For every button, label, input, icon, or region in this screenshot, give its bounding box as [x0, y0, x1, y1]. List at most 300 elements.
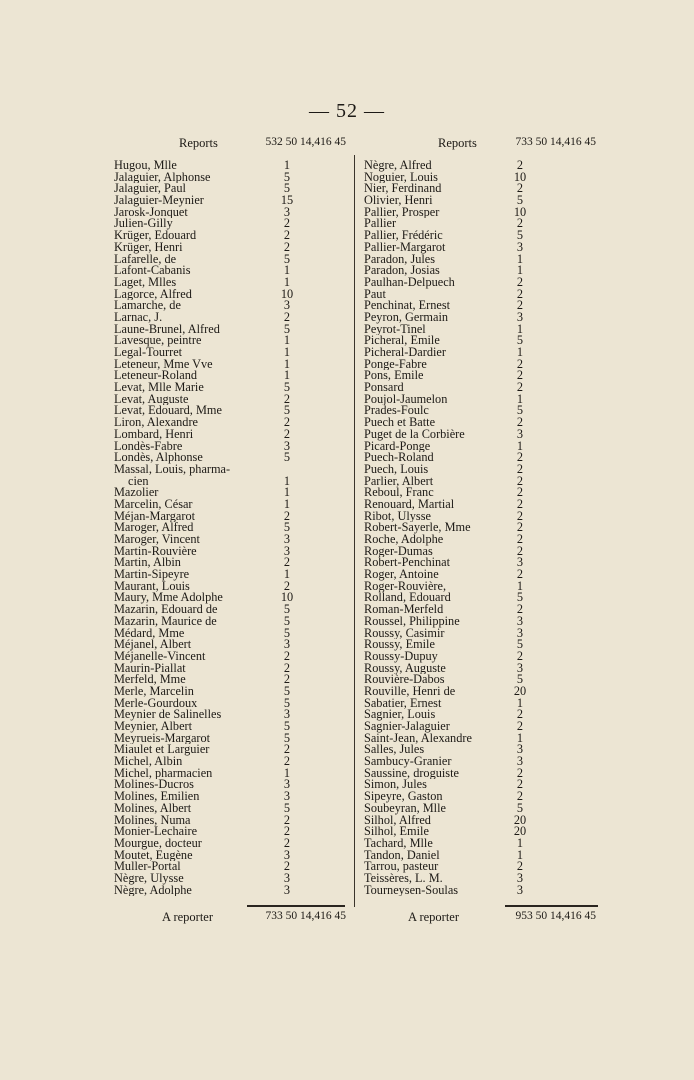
list-item [114, 464, 346, 476]
subscriber-name: Lavesque, peintre [114, 335, 202, 347]
subscriber-amount: 2 [283, 578, 291, 593]
subscriber-amount: 1 [283, 274, 291, 289]
subscriber-name: Ponsard [364, 382, 404, 394]
subscriber-amount: 2 [516, 450, 524, 465]
subscriber-amount: 2 [516, 707, 524, 722]
subscriber-name: Martin-Sipeyre [114, 569, 190, 581]
list-item [114, 730, 346, 745]
subscriber-name: Merle, Marcelin [114, 685, 194, 698]
list-item [364, 695, 596, 710]
subscriber-amount: 3 [283, 789, 291, 804]
subscriber-amount: 5 [283, 450, 291, 465]
subscriber-amount: 3 [283, 204, 291, 219]
subscriber-amount: 2 [283, 859, 291, 874]
subscriber-name: Liron, Alexandre [114, 417, 199, 429]
subscriber-name: Martin, Albin [114, 557, 181, 570]
subscriber-name: Renouard, Martial [364, 498, 455, 511]
list-item [114, 508, 346, 523]
subscriber-amount: 10 [280, 590, 294, 605]
subscriber-name: Noguier, Louis [364, 171, 438, 184]
subscriber-amount: 5 [283, 800, 291, 815]
right-total-rule [505, 905, 598, 907]
subscriber-name: Massal, Louis, pharma- [114, 463, 231, 476]
subscriber-amount: 1 [516, 695, 524, 710]
subscriber-name: Ribot, Ulysse [364, 510, 431, 523]
subscriber-name: Krüger, Henri [114, 241, 183, 254]
subscriber-name: Meynier, Albert [114, 721, 193, 733]
subscriber-amount: 5 [516, 637, 524, 652]
subscriber-amount: 2 [283, 672, 291, 687]
list-item [114, 496, 346, 511]
subscriber-name: Reboul, Franc [364, 487, 434, 499]
right-subscriber-list [364, 160, 596, 896]
subscriber-name: Roger, Antoine [364, 569, 439, 581]
subscriber-amount: 2 [516, 648, 524, 663]
list-item [114, 543, 346, 558]
list-item [114, 625, 346, 640]
subscriber-name: Martin-Rouvière [114, 545, 197, 558]
list-item [364, 473, 596, 488]
list-item [114, 452, 346, 464]
subscriber-amount: 2 [283, 391, 291, 406]
subscriber-name: Silhol, Alfred [364, 814, 431, 827]
subscriber-name: Roche, Adolphe [364, 534, 444, 546]
subscriber-name: Levat, Mlle Marie [114, 382, 204, 394]
list-item [364, 744, 596, 756]
subscriber-name: Pallier, Prosper [364, 206, 440, 219]
list-item [364, 356, 596, 371]
subscriber-amount: 2 [516, 496, 524, 511]
list-item [114, 604, 346, 616]
left-header-totals: 532 50 14,416 45 [265, 136, 346, 148]
subscriber-amount: 3 [516, 239, 524, 254]
list-item [364, 826, 596, 838]
left-subscriber-list [114, 160, 346, 896]
list-item [114, 300, 346, 312]
subscriber-name: Levat, Edouard, Mme [114, 405, 222, 418]
subscriber-amount: 2 [283, 309, 291, 324]
left-header-label: Reports [179, 136, 218, 150]
subscriber-amount: 1 [516, 345, 524, 359]
subscriber-name: Sagnier-Jalaguier [364, 721, 450, 733]
list-item [364, 534, 596, 546]
list-item [114, 765, 346, 780]
list-item [364, 426, 596, 441]
list-item [114, 826, 346, 838]
subscriber-name: Méjan-Margarot [114, 510, 196, 523]
subscriber-name: Roussel, Philippine [364, 615, 460, 628]
subscriber-amount: 2 [516, 789, 524, 804]
subscriber-name: Penchinat, Ernest [364, 300, 451, 312]
subscriber-name: Michel, pharmacien [114, 767, 213, 780]
list-item [364, 625, 596, 640]
list-item [114, 800, 346, 815]
subscriber-name: Poujol-Jaumelon [364, 393, 448, 406]
list-item [114, 660, 346, 675]
subscriber-name: Monier-Lechaire [114, 826, 198, 838]
subscriber-name: Tarrou, pasteur [364, 861, 439, 873]
subscriber-amount: 2 [516, 286, 524, 301]
subscriber-name: Paulhan-Delpuech [364, 276, 455, 289]
right-header-totals: 733 50 14,416 45 [515, 136, 596, 148]
subscriber-name: Roman-Merfeld [364, 604, 444, 616]
subscriber-amount: 2 [283, 555, 291, 570]
right-footer [364, 910, 596, 926]
list-item [114, 744, 346, 756]
list-item [364, 195, 596, 207]
subscriber-name: Saint-Jean, Alexandre [364, 732, 472, 745]
list-item [364, 239, 596, 254]
subscriber-amount: 3 [283, 882, 291, 897]
subscriber-amount: 2 [516, 216, 524, 231]
subscriber-name: Mazolier [114, 487, 159, 499]
subscriber-name: Olivier, Henri [364, 195, 433, 207]
subscriber-amount: 2 [516, 356, 524, 371]
subscriber-name: Moutet, Eugène [114, 849, 193, 862]
list-item [364, 756, 596, 768]
subscriber-name: Paradon, Jules [364, 253, 436, 266]
subscriber-name: Mazarin, Maurice de [114, 615, 217, 628]
list-item [364, 251, 596, 266]
list-item [364, 160, 596, 172]
list-item [364, 674, 596, 686]
subscriber-amount: 2 [283, 754, 291, 769]
subscriber-amount: 5 [283, 403, 291, 418]
subscriber-name: Roger-Rouvière, [364, 580, 447, 593]
subscriber-amount: 2 [283, 660, 291, 675]
subscriber-amount: 5 [516, 590, 524, 605]
subscriber-amount: 2 [516, 508, 524, 523]
list-item [364, 417, 596, 429]
subscriber-name: Molines, Emilien [114, 791, 200, 803]
list-item [114, 592, 346, 604]
subscriber-name: Jalaguier, Alphonse [114, 171, 211, 184]
subscriber-amount: 1 [516, 847, 524, 862]
subscriber-amount: 1 [516, 730, 524, 745]
subscriber-amount: 2 [283, 824, 291, 839]
subscriber-name: Puget de la Corbière [364, 428, 465, 441]
subscriber-name: Londès, Alphonse [114, 452, 203, 464]
subscriber-amount: 1 [283, 496, 291, 511]
list-item [114, 613, 346, 628]
subscriber-name: Rouville, Henri de [364, 685, 456, 698]
list-item [364, 812, 596, 827]
subscriber-name: Roussy, Auguste [364, 662, 446, 675]
subscriber-name: Levat, Auguste [114, 393, 189, 406]
subscriber-name: Mazarin, Edouard de [114, 604, 218, 616]
subscriber-name: Paradon, Josias [364, 265, 440, 277]
subscriber-name: Molines, Albert [114, 802, 192, 815]
subscriber-amount: 1 [283, 485, 291, 500]
subscriber-amount: 2 [516, 532, 524, 546]
subscriber-amount: 3 [516, 742, 524, 757]
subscriber-amount: 5 [516, 403, 524, 418]
list-item [114, 756, 346, 768]
subscriber-amount: 2 [516, 520, 524, 535]
subscriber-amount: 3 [283, 870, 291, 885]
list-item [364, 438, 596, 453]
list-item [114, 286, 346, 301]
list-item [114, 473, 346, 488]
list-item [114, 438, 346, 453]
subscriber-name: Pons, Emile [364, 370, 424, 383]
list-item [364, 847, 596, 862]
subscriber-name: Roussy-Dupuy [364, 650, 438, 663]
list-item [114, 578, 346, 593]
subscriber-name: Laune-Brunel, Alfred [114, 323, 220, 336]
list-item [114, 487, 346, 499]
list-item [114, 218, 346, 230]
right-column [364, 136, 596, 896]
subscriber-name: Picard-Ponge [364, 440, 431, 453]
subscriber-name: Muller-Portal [114, 861, 181, 873]
list-item [114, 648, 346, 663]
list-item [364, 569, 596, 581]
list-item [114, 370, 346, 382]
subscriber-name: Legal-Tourret [114, 347, 183, 359]
list-item [364, 169, 596, 184]
list-item [114, 779, 346, 791]
list-item [114, 347, 346, 359]
subscriber-name: Londès-Fabre [114, 440, 183, 453]
right-footer-label: A reporter [408, 910, 460, 924]
page-number: — 52 — [309, 100, 385, 122]
subscriber-amount: 3 [516, 613, 524, 628]
subscriber-name: Roussy, Emile [364, 639, 435, 651]
subscriber-amount: 2 [516, 543, 524, 558]
list-item [364, 204, 596, 219]
subscriber-name: Merfeld, Mme [114, 674, 186, 686]
list-item [114, 695, 346, 710]
subscriber-name: Roger-Dumas [364, 545, 433, 558]
list-item [114, 812, 346, 827]
list-item [364, 274, 596, 289]
subscriber-amount: 2 [516, 485, 524, 500]
left-total-rule [247, 905, 345, 907]
subscriber-name: Soubeyran, Mlle [364, 802, 446, 815]
subscriber-amount: 3 [283, 532, 291, 546]
list-item [364, 370, 596, 382]
subscriber-name: Simon, Jules [364, 779, 427, 792]
subscriber-amount: 5 [283, 719, 291, 733]
subscriber-name: Paut [364, 288, 386, 301]
subscriber-name: Jarosk-Jonquet [114, 206, 188, 219]
list-item [364, 391, 596, 406]
list-item [364, 487, 596, 499]
right-header-label: Reports [438, 136, 477, 150]
list-item [114, 251, 346, 266]
list-item [114, 230, 346, 242]
subscriber-amount: 3 [516, 555, 524, 570]
subscriber-amount: 2 [516, 298, 524, 313]
subscriber-name: Leteneur, Mme Vve [114, 358, 213, 371]
subscriber-amount: 3 [283, 707, 291, 722]
subscriber-amount: 2 [516, 719, 524, 733]
subscriber-amount: 1 [516, 321, 524, 336]
subscriber-name: Peyrot-Tinel [364, 323, 426, 336]
subscriber-amount: 3 [516, 870, 524, 885]
list-item [114, 522, 346, 534]
subscriber-amount: 5 [283, 321, 291, 336]
list-item [364, 543, 596, 558]
subscriber-name: Merle-Gourdoux [114, 697, 198, 710]
subscriber-name: Picheral, Emile [364, 335, 440, 347]
subscriber-amount: 10 [513, 169, 527, 184]
list-item [114, 557, 346, 569]
list-item [114, 709, 346, 721]
subscriber-amount: 5 [516, 228, 524, 243]
list-item [364, 613, 596, 628]
list-item [364, 791, 596, 803]
subscriber-amount: 2 [516, 274, 524, 289]
subscriber-amount: 2 [283, 228, 291, 243]
list-item [114, 426, 346, 441]
subscriber-name: Nègre, Ulysse [114, 872, 184, 885]
subscriber-name: Mourgue, docteur [114, 837, 202, 850]
subscriber-amount: 5 [283, 380, 291, 395]
list-item [364, 709, 596, 721]
subscriber-name: Pallier, Frédéric [364, 230, 443, 242]
subscriber-amount: 5 [283, 169, 291, 184]
subscriber-amount: 1 [283, 333, 291, 348]
subscriber-name: Krüger, Edouard [114, 230, 197, 242]
subscriber-name: Nègre, Adolphe [114, 884, 192, 897]
subscriber-amount: 2 [283, 239, 291, 254]
left-footer-label: A reporter [162, 910, 214, 924]
subscriber-amount: 3 [283, 543, 291, 558]
subscriber-name: Maroger, Alfred [114, 522, 194, 534]
list-item [114, 569, 346, 581]
subscriber-amount: 5 [516, 800, 524, 815]
subscriber-name: Jalaguier, Paul [114, 183, 186, 196]
subscriber-amount: 1 [283, 368, 291, 383]
subscriber-amount: 2 [516, 765, 524, 780]
subscriber-amount: 3 [283, 637, 291, 652]
subscriber-amount: 3 [516, 882, 524, 897]
subscriber-amount: 2 [283, 648, 291, 663]
subscriber-name: Picheral-Dardier [364, 347, 446, 359]
subscriber-amount: 5 [516, 333, 524, 348]
subscriber-amount: 1 [516, 251, 524, 266]
list-item [364, 660, 596, 675]
list-item [114, 861, 346, 873]
subscriber-name: Leteneur-Roland [114, 370, 198, 383]
list-item [114, 870, 346, 885]
subscriber-amount: 2 [516, 602, 524, 617]
list-item [364, 347, 596, 359]
list-item [364, 452, 596, 464]
list-item [364, 639, 596, 651]
subscriber-name: Prades-Foulc [364, 405, 429, 418]
subscriber-name: Puech et Batte [364, 417, 436, 429]
subscriber-amount: 2 [516, 181, 524, 196]
left-footer [114, 910, 346, 926]
subscriber-amount: 10 [513, 204, 527, 219]
subscriber-amount: 15 [280, 193, 294, 208]
list-item [114, 274, 346, 289]
subscriber-name: Ponge-Fabre [364, 358, 427, 371]
subscriber-name: Maurin-Piallat [114, 662, 186, 675]
list-item [114, 721, 346, 733]
subscriber-amount: 5 [283, 520, 291, 535]
subscriber-name: Lombard, Henri [114, 428, 194, 441]
subscriber-amount: 1 [283, 158, 291, 172]
list-item [114, 847, 346, 862]
subscriber-name: Jalaguier-Meynier [114, 195, 204, 207]
right-footer-totals: 953 50 14,416 45 [515, 910, 596, 922]
subscriber-amount: 5 [283, 613, 291, 628]
subscriber-amount: 3 [516, 754, 524, 769]
subscriber-amount: 5 [283, 602, 291, 617]
subscriber-amount: 2 [283, 508, 291, 523]
subscriber-amount: 5 [283, 181, 291, 196]
list-item [114, 639, 346, 651]
subscriber-name: Peyron, Germain [364, 311, 449, 324]
column-divider [354, 155, 355, 907]
list-item [364, 461, 596, 476]
subscriber-amount: 2 [283, 835, 291, 850]
subscriber-amount: 3 [516, 660, 524, 675]
list-item [364, 286, 596, 301]
subscriber-amount: 1 [516, 391, 524, 406]
left-column [114, 136, 346, 896]
list-item [364, 592, 596, 604]
list-item [114, 239, 346, 254]
subscriber-amount: 3 [516, 309, 524, 324]
subscriber-amount: 1 [283, 567, 291, 582]
subscriber-name: Miaulet et Larguier [114, 744, 210, 757]
subscriber-name: Rouvière-Dabos [364, 674, 445, 686]
subscriber-amount: 2 [283, 812, 291, 827]
subscriber-name: Meyrueis-Margarot [114, 732, 211, 745]
subscriber-name: Hugou, Mlle [114, 160, 177, 172]
list-item [114, 683, 346, 698]
list-item [364, 721, 596, 733]
subscriber-amount: 1 [516, 438, 524, 453]
subscriber-amount: 1 [516, 263, 524, 278]
subscriber-amount: 1 [283, 345, 291, 359]
subscriber-name: Teissères, L. M. [364, 872, 443, 885]
list-item [114, 791, 346, 803]
list-item [364, 604, 596, 616]
list-item [114, 534, 346, 546]
subscriber-name: Sipeyre, Gaston [364, 791, 443, 803]
left-header [114, 136, 346, 154]
subscriber-name: Silhol, Emile [364, 826, 429, 838]
subscriber-name: Lafont-Cabanis [114, 265, 191, 277]
subscriber-amount: 5 [516, 672, 524, 687]
list-item [364, 496, 596, 511]
right-header [364, 136, 596, 154]
subscriber-amount: 1 [516, 578, 524, 593]
list-item [114, 391, 346, 406]
list-item [364, 183, 596, 195]
list-item [114, 169, 346, 184]
subscriber-name: Médard, Mme [114, 627, 185, 640]
subscriber-name: Sambucy-Granier [364, 756, 452, 768]
subscriber-amount: 2 [283, 742, 291, 757]
list-item [364, 265, 596, 277]
subscriber-amount: 5 [516, 193, 524, 208]
list-item [364, 218, 596, 230]
subscriber-amount: 2 [516, 473, 524, 488]
list-item [364, 522, 596, 534]
subscriber-name: Molines, Numa [114, 814, 191, 827]
subscriber-amount: 2 [283, 415, 291, 430]
subscriber-amount: 2 [516, 859, 524, 874]
list-item [364, 405, 596, 417]
subscriber-name: Tourneysen-Soulas [364, 884, 459, 897]
